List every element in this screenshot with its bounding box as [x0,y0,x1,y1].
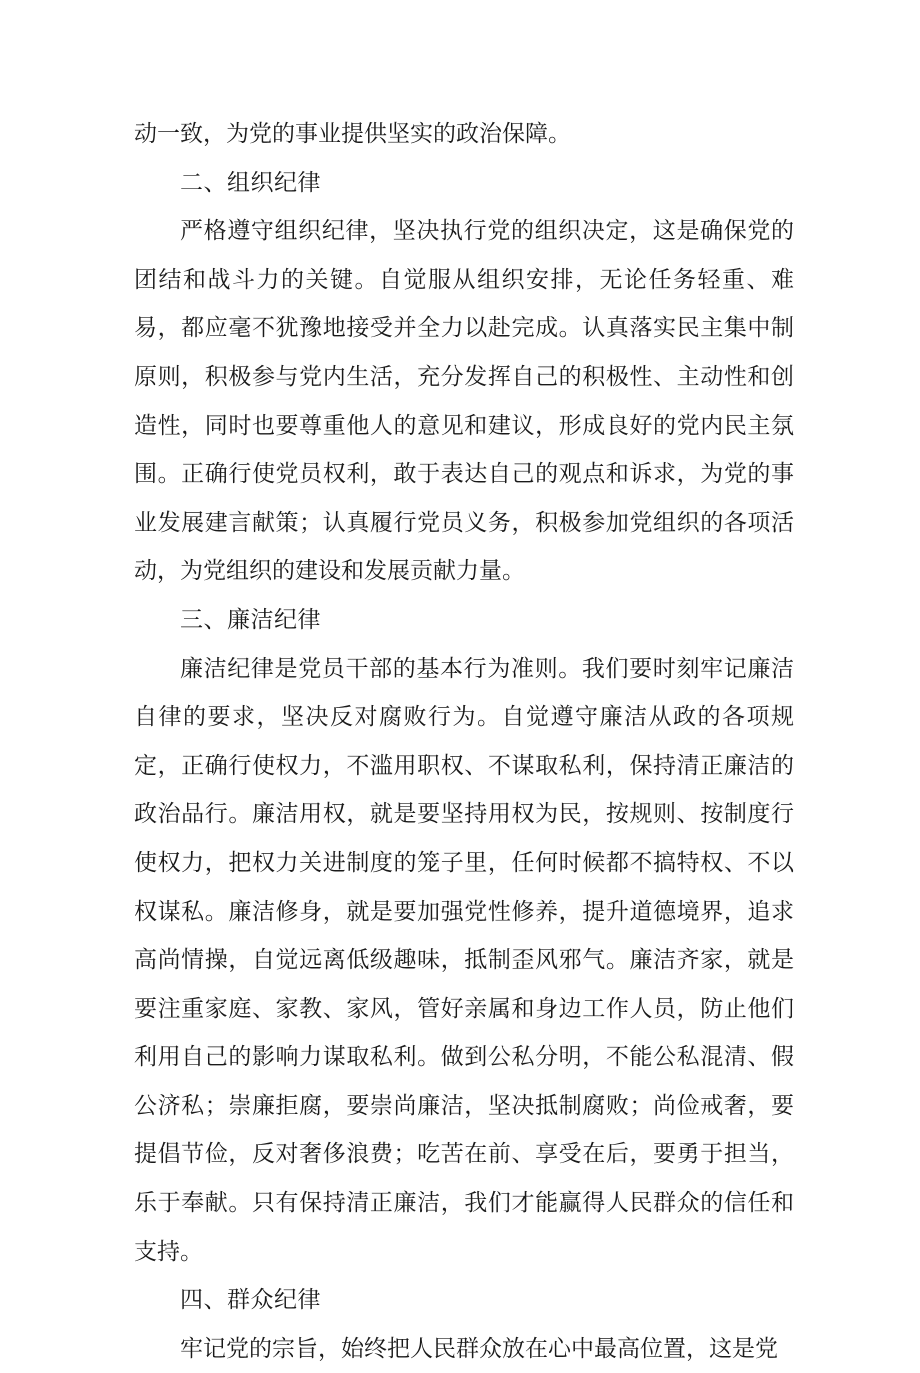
paragraph-mass-discipline: 牢记党的宗旨，始终把人民群众放在心中最高位置，这是党 [180,1335,778,1362]
heading-mass-discipline: 四、群众纪律 [180,1287,321,1314]
heading-integrity-discipline: 三、廉洁纪律 [180,606,321,633]
paragraph-organizational-discipline: 严格遵守组织纪律，坚决执行党的组织决定，这是确保党的团结和战斗力的关键。自觉服从组织安排，无论任务轻重、难易，都应毫不犹豫地接受并全力以赴完成。认真落实民主集中制原则，积极参与党内生活，充分发挥自己的积极性、主动性和创造性，同时也要尊重他人的意见和建议，形成良好的党内民主氛围。正确行使党员权利，敢于表达自己的观点和诉求，为党的事业发展建言献策；认真履行党员义务，积极参加党组织的各项活动，为党组织的建设和发展贡献力量。 [134,218,794,585]
document-page [134,110,794,1373]
paragraph-political-discipline-end: 动一致，为党的事业提供坚实的政治保障。 [134,121,571,147]
heading-organizational-discipline: 二、组织纪律 [180,169,321,196]
paragraph-integrity-discipline: 廉洁纪律是党员干部的基本行为准则。我们要时刻牢记廉洁自律的要求，坚决反对腐败行为。自觉遵守廉洁从政的各项规定，正确行使权力，不滥用职权、不谋取私利，保持清正廉洁的政治品行。廉洁用权，就是要坚持用权为民，按规则、按制度行使权力，把权力关进制度的笼子里，任何时候都不搞特权、不以权谋私。廉洁修身，就是要加强党性修养，提升道德境界，追求高尚情操，自觉远离低级趣味，抵制歪风邪气。廉洁齐家，就是要注重家庭、家教、家风，管好亲属和身边工作人员，防止他们利用自己的影响力谋取私利。做到公私分明，不能公私混清、假公济私；崇廉拒腐，要崇尚廉洁，坚决抵制腐败；尚俭戒奢，要提倡节俭，反对奢侈浪费；吃苦在前、享受在后，要勇于担当，乐于奉献。只有保持清正廉洁，我们才能赢得人民群众的信任和支持。 [134,655,794,1265]
